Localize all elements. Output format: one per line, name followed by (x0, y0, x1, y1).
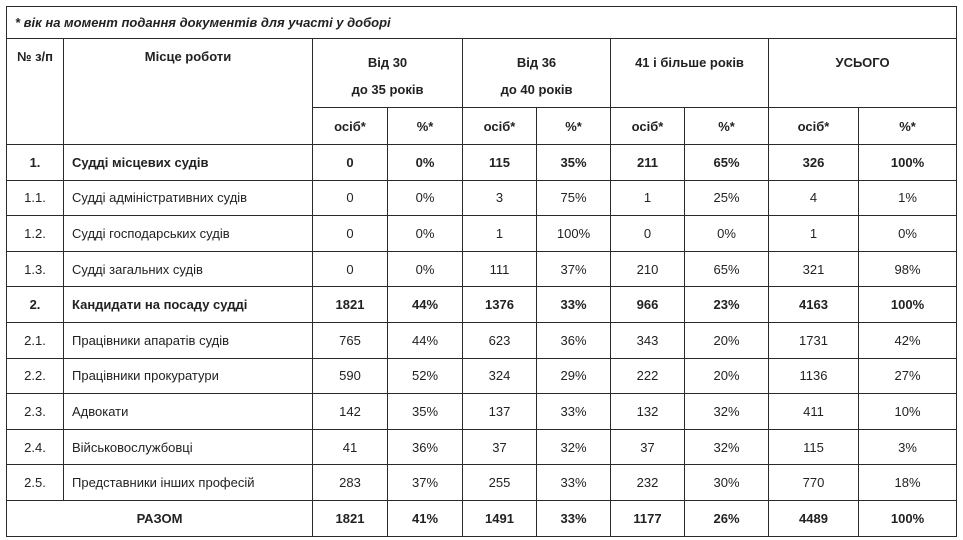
row-number: 2.5. (7, 465, 64, 501)
cell-persons: 411 (769, 394, 859, 430)
table-row (7, 145, 957, 181)
cell-percent: 37% (537, 251, 611, 287)
footnote: * вік на момент подання документів для участі у доборі (7, 7, 957, 39)
cell-percent: 98% (859, 251, 957, 287)
document (6, 6, 956, 537)
cell-percent: 100% (537, 216, 611, 252)
row-place: Військовослужбовці (64, 429, 313, 465)
row-place: Адвокати (64, 394, 313, 430)
cell-percent: 33% (537, 287, 611, 323)
table-row (7, 287, 957, 323)
cell-percent: 32% (537, 429, 611, 465)
cell-persons: 1821 (313, 287, 388, 323)
cell-persons: 232 (611, 465, 685, 501)
cell-persons: 0 (313, 180, 388, 216)
cell-persons: 283 (313, 465, 388, 501)
subheader-percent: %* (685, 108, 769, 145)
total-persons: 4489 (769, 500, 859, 536)
table-row (7, 429, 957, 465)
row-number: 1.2. (7, 216, 64, 252)
table-row (7, 322, 957, 358)
subheader-persons: осіб* (611, 108, 685, 145)
cell-percent: 36% (537, 322, 611, 358)
cell-percent: 36% (388, 429, 463, 465)
cell-persons: 111 (463, 251, 537, 287)
cell-persons: 623 (463, 322, 537, 358)
group-line1: УСЬОГО (835, 55, 890, 70)
cell-persons: 1376 (463, 287, 537, 323)
cell-persons: 343 (611, 322, 685, 358)
row-number: 2.2. (7, 358, 64, 394)
row-number: 2.4. (7, 429, 64, 465)
row-number: 2.3. (7, 394, 64, 430)
cell-persons: 115 (463, 145, 537, 181)
cell-persons: 0 (313, 216, 388, 252)
cell-percent: 65% (685, 145, 769, 181)
cell-percent: 0% (388, 145, 463, 181)
cell-persons: 142 (313, 394, 388, 430)
cell-persons: 1731 (769, 322, 859, 358)
cell-percent: 0% (388, 251, 463, 287)
cell-percent: 0% (685, 216, 769, 252)
header-num: № з/п (7, 39, 64, 145)
age-statistics-table (6, 6, 957, 537)
cell-percent: 20% (685, 322, 769, 358)
subheader-persons: осіб* (313, 108, 388, 145)
group-line1: 41 і більше років (635, 55, 744, 70)
subheader-percent: %* (859, 108, 957, 145)
row-number: 1.1. (7, 180, 64, 216)
cell-percent: 25% (685, 180, 769, 216)
table-row (7, 180, 957, 216)
cell-persons: 211 (611, 145, 685, 181)
cell-persons: 770 (769, 465, 859, 501)
table-row (7, 251, 957, 287)
header-group-total (769, 39, 957, 108)
group-line1: Від 30 (367, 55, 408, 70)
cell-persons: 0 (611, 216, 685, 252)
cell-persons: 37 (611, 429, 685, 465)
cell-percent: 0% (388, 216, 463, 252)
group-line1: Від 36 (516, 55, 557, 70)
cell-percent: 52% (388, 358, 463, 394)
cell-percent: 20% (685, 358, 769, 394)
cell-percent: 37% (388, 465, 463, 501)
subheader-persons: осіб* (463, 108, 537, 145)
cell-percent: 44% (388, 322, 463, 358)
total-row (7, 500, 957, 536)
cell-persons: 137 (463, 394, 537, 430)
cell-persons: 115 (769, 429, 859, 465)
cell-persons: 255 (463, 465, 537, 501)
cell-persons: 1 (463, 216, 537, 252)
cell-persons: 326 (769, 145, 859, 181)
header-group-30-35 (313, 39, 463, 108)
cell-persons: 41 (313, 429, 388, 465)
cell-percent: 18% (859, 465, 957, 501)
cell-persons: 3 (463, 180, 537, 216)
cell-percent: 42% (859, 322, 957, 358)
total-persons: 1821 (313, 500, 388, 536)
cell-percent: 0% (388, 180, 463, 216)
cell-percent: 32% (685, 394, 769, 430)
table-row (7, 394, 957, 430)
row-number: 1.3. (7, 251, 64, 287)
cell-percent: 33% (537, 394, 611, 430)
cell-percent: 0% (859, 216, 957, 252)
header-row (7, 39, 957, 108)
row-place: Працівники апаратів судів (64, 322, 313, 358)
note-row (7, 7, 957, 39)
cell-percent: 33% (537, 465, 611, 501)
cell-persons: 1 (611, 180, 685, 216)
subheader-percent: %* (537, 108, 611, 145)
total-percent: 100% (859, 500, 957, 536)
cell-percent: 100% (859, 287, 957, 323)
header-group-41-plus (611, 39, 769, 108)
total-percent: 41% (388, 500, 463, 536)
table-row (7, 216, 957, 252)
row-place: Судді адміністративних судів (64, 180, 313, 216)
cell-persons: 4163 (769, 287, 859, 323)
cell-percent: 23% (685, 287, 769, 323)
cell-percent: 35% (388, 394, 463, 430)
row-number: 1. (7, 145, 64, 181)
total-percent: 33% (537, 500, 611, 536)
row-number: 2. (7, 287, 64, 323)
header-group-36-40 (463, 39, 611, 108)
group-line2: до 40 років (500, 82, 573, 97)
cell-persons: 1136 (769, 358, 859, 394)
row-place: Представники інших професій (64, 465, 313, 501)
group-line2: до 35 років (351, 82, 424, 97)
cell-percent: 3% (859, 429, 957, 465)
cell-percent: 1% (859, 180, 957, 216)
cell-percent: 44% (388, 287, 463, 323)
cell-percent: 27% (859, 358, 957, 394)
cell-percent: 10% (859, 394, 957, 430)
cell-persons: 590 (313, 358, 388, 394)
cell-persons: 210 (611, 251, 685, 287)
cell-percent: 75% (537, 180, 611, 216)
cell-persons: 4 (769, 180, 859, 216)
cell-persons: 0 (313, 251, 388, 287)
subheader-percent: %* (388, 108, 463, 145)
row-place: Судді місцевих судів (64, 145, 313, 181)
cell-percent: 30% (685, 465, 769, 501)
cell-percent: 32% (685, 429, 769, 465)
row-place: Працівники прокуратури (64, 358, 313, 394)
cell-persons: 132 (611, 394, 685, 430)
header-place: Місце роботи (64, 39, 313, 145)
total-label: РАЗОМ (7, 500, 313, 536)
cell-percent: 35% (537, 145, 611, 181)
row-place: Судді загальних судів (64, 251, 313, 287)
cell-persons: 966 (611, 287, 685, 323)
cell-persons: 222 (611, 358, 685, 394)
cell-persons: 765 (313, 322, 388, 358)
cell-percent: 100% (859, 145, 957, 181)
cell-persons: 321 (769, 251, 859, 287)
cell-persons: 0 (313, 145, 388, 181)
total-persons: 1177 (611, 500, 685, 536)
table-row (7, 358, 957, 394)
row-place: Кандидати на посаду судді (64, 287, 313, 323)
total-persons: 1491 (463, 500, 537, 536)
cell-percent: 29% (537, 358, 611, 394)
total-percent: 26% (685, 500, 769, 536)
cell-persons: 37 (463, 429, 537, 465)
cell-persons: 1 (769, 216, 859, 252)
cell-persons: 324 (463, 358, 537, 394)
cell-percent: 65% (685, 251, 769, 287)
subheader-persons: осіб* (769, 108, 859, 145)
row-place: Судді господарських судів (64, 216, 313, 252)
row-number: 2.1. (7, 322, 64, 358)
table-row (7, 465, 957, 501)
